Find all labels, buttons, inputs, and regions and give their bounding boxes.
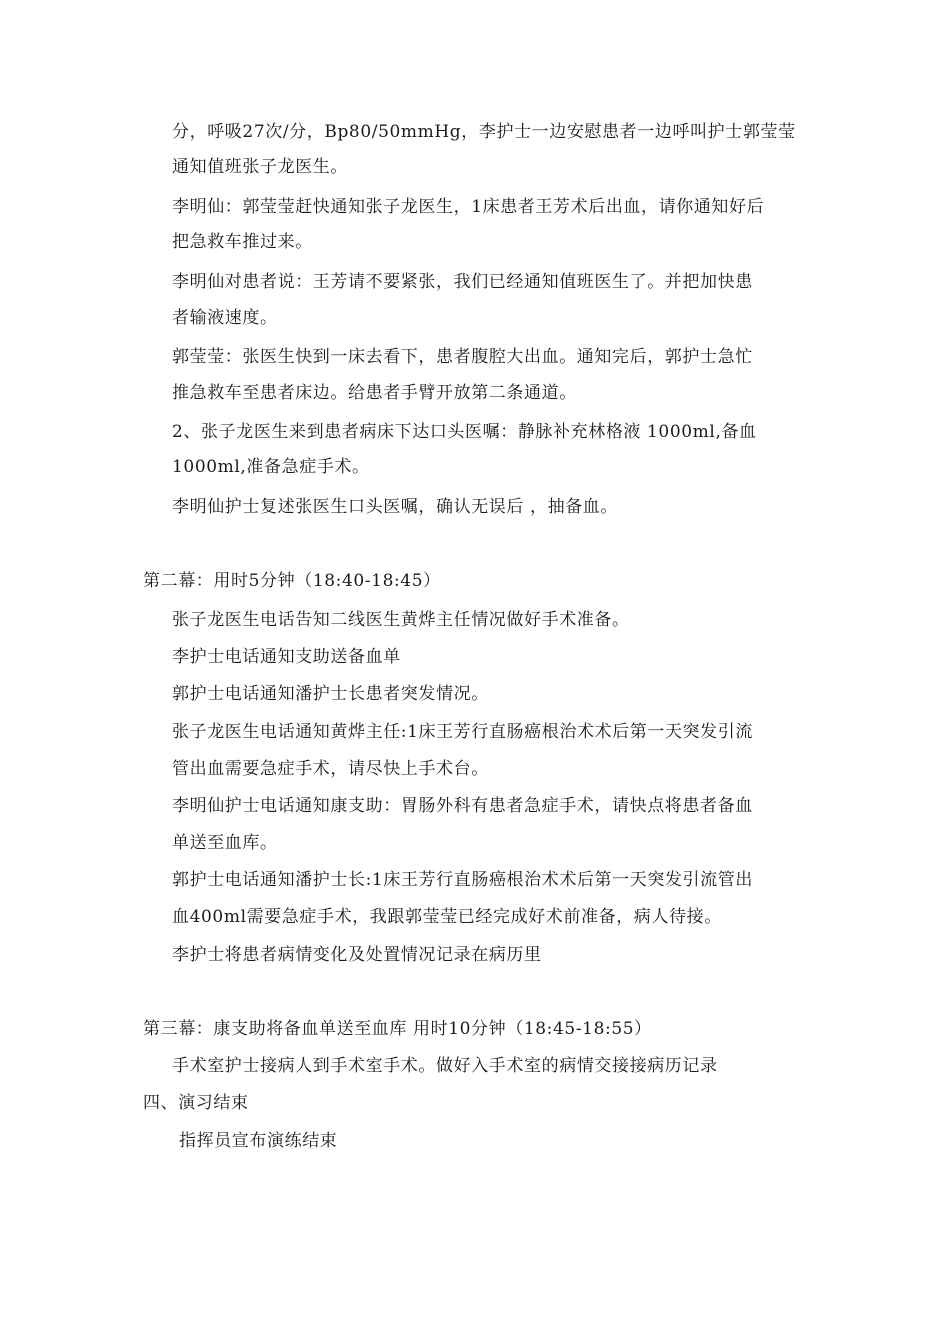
paragraph-line: 1000ml,准备急症手术。 bbox=[172, 457, 370, 477]
paragraph-line: 把急救车推过来。 bbox=[172, 232, 313, 252]
paragraph-line: 者输液速度。 bbox=[172, 308, 278, 328]
section-heading: 第二幕：用时5分钟（18:40-18:45） bbox=[143, 571, 441, 591]
paragraph-line: 管出血需要急症手术，请尽快上手术台。 bbox=[172, 759, 489, 779]
section-heading: 第三幕：康支助将备血单送至血库 用时10分钟（18:45-18:55） bbox=[143, 1019, 652, 1039]
paragraph-line: 张子龙医生电话告知二线医生黄烨主任情况做好手术准备。 bbox=[172, 610, 630, 630]
paragraph-line: 通知值班张子龙医生。 bbox=[172, 157, 348, 177]
paragraph-line: 分，呼吸27次/分，Bp80/50mmHg，李护士一边安慰患者一边呼叫护士郭莹莹 bbox=[172, 122, 796, 142]
paragraph-line: 手术室护士接病人到手术室手术。做好入手术室的病情交接接病历记录 bbox=[172, 1056, 718, 1076]
paragraph-line: 2、张子龙医生来到患者病床下达口头医嘱：静脉补充林格液 1000ml,备血 bbox=[172, 422, 757, 442]
paragraph-line: 推急救车至患者床边。给患者手臂开放第二条通道。 bbox=[172, 383, 577, 403]
paragraph-line: 郭莹莹：张医生快到一床去看下，患者腹腔大出血。通知完后，郭护士急忙 bbox=[172, 347, 753, 367]
paragraph-line: 李明仙：郭莹莹赶快通知张子龙医生，1床患者王芳术后出血，请你通知好后 bbox=[172, 197, 765, 217]
paragraph-line: 指挥员宣布演练结束 bbox=[179, 1131, 338, 1151]
paragraph-line: 李明仙护士电话通知康支助：胃肠外科有患者急症手术，请快点将患者备血 bbox=[172, 796, 753, 816]
paragraph-line: 李护士电话通知支助送备血单 bbox=[172, 647, 401, 667]
paragraph-line: 李护士将患者病情变化及处置情况记录在病历里 bbox=[172, 945, 542, 965]
paragraph-line: 李明仙对患者说：王芳请不要紧张，我们已经通知值班医生了。并把加快患 bbox=[172, 272, 753, 292]
paragraph-line: 郭护士电话通知潘护士长:1床王芳行直肠癌根治术术后第一天突发引流管出 bbox=[172, 870, 753, 890]
section-heading: 四、演习结束 bbox=[143, 1093, 249, 1113]
paragraph-line: 血400ml需要急症手术，我跟郭莹莹已经完成好术前准备，病人待接。 bbox=[172, 907, 722, 927]
paragraph-line: 单送至血库。 bbox=[172, 833, 278, 853]
paragraph-line: 张子龙医生电话通知黄烨主任:1床王芳行直肠癌根治术术后第一天突发引流 bbox=[172, 722, 753, 742]
paragraph-line: 郭护士电话通知潘护士长患者突发情况。 bbox=[172, 684, 489, 704]
paragraph-line: 李明仙护士复述张医生口头医嘱，确认无误后 ，抽备血。 bbox=[172, 497, 619, 517]
